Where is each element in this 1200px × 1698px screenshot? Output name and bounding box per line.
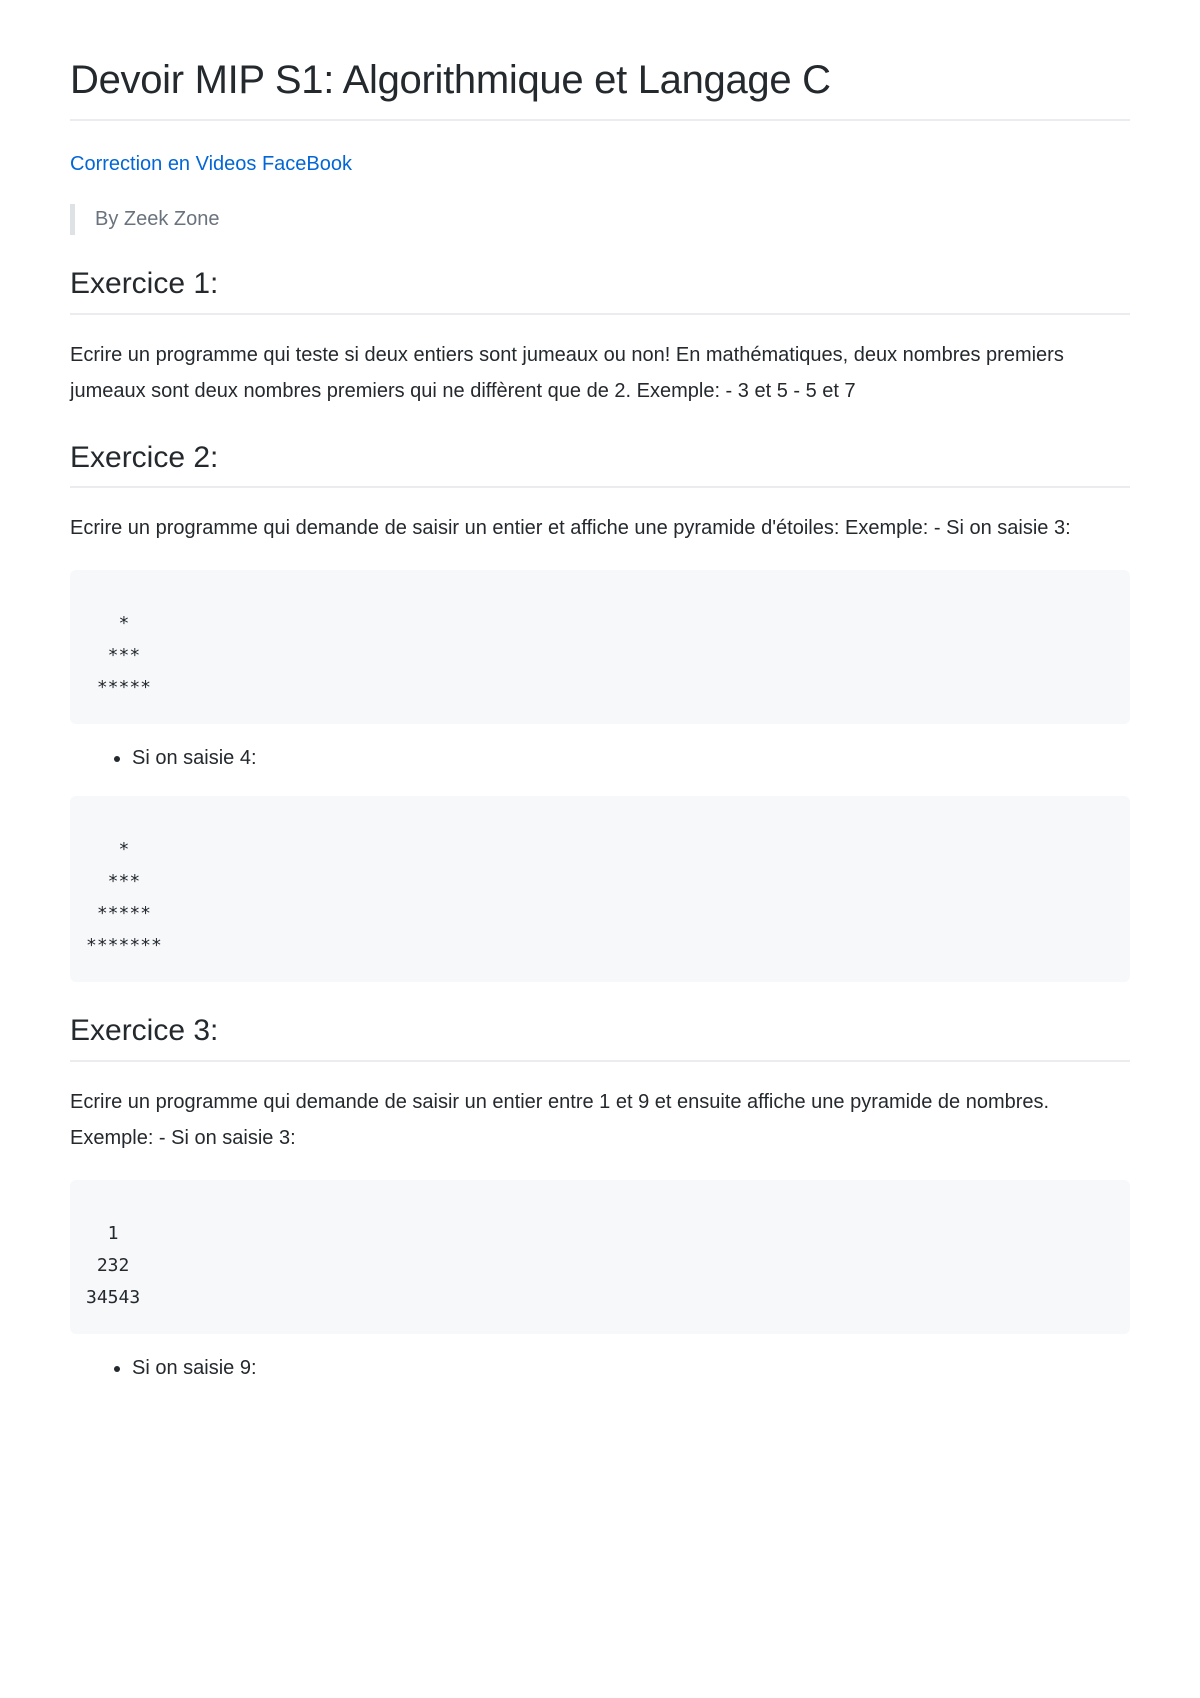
facebook-correction-link[interactable]: Correction en Videos FaceBook [70, 153, 353, 175]
list-item: • Si on saisie 4: [132, 742, 1130, 774]
exercise-2-text: Ecrire un programme qui demande de saisir un entier et affiche une pyramide d'étoiles: Exemple: - Si on saisie 3: [70, 517, 1071, 539]
exercise-2-code-block-2: * *** ***** ******* [70, 796, 1130, 982]
author-text: By Zeek Zone [95, 208, 220, 230]
exercise-3-text: Ecrire un programme qui demande de saisir un entier entre 1 et 9 et ensuite affiche une pyramide de nombres. Exemple: - Si on saisie 3: [70, 1090, 1050, 1149]
exercise-3-heading: Exercice 3: [70, 1012, 1130, 1062]
list-item: • Si on saisie 9: [132, 1352, 1130, 1384]
author-quote [70, 204, 1130, 235]
exercise-3-bullet-list [70, 1352, 1130, 1384]
exercise-2-bullet-list [70, 742, 1130, 774]
exercise-1-heading: Exercice 1: [70, 265, 1130, 315]
exercise-2-code-block-1: * *** ***** [70, 570, 1130, 724]
page-title: Devoir MIP S1: Algorithmique et Langage C [70, 55, 1130, 121]
exercise-3-code-block-1: 1 232 34543 [70, 1180, 1130, 1334]
exercise-2-heading: Exercice 2: [70, 439, 1130, 489]
exercise-1-text: Ecrire un programme qui teste si deux entiers sont jumeaux ou non! En mathématiques, deux nombres premiers jumeaux sont deux nombres premiers qui ne diffèrent que de 2. Exemple: - 3 et 5 - 5 et 7 [70, 343, 1064, 402]
